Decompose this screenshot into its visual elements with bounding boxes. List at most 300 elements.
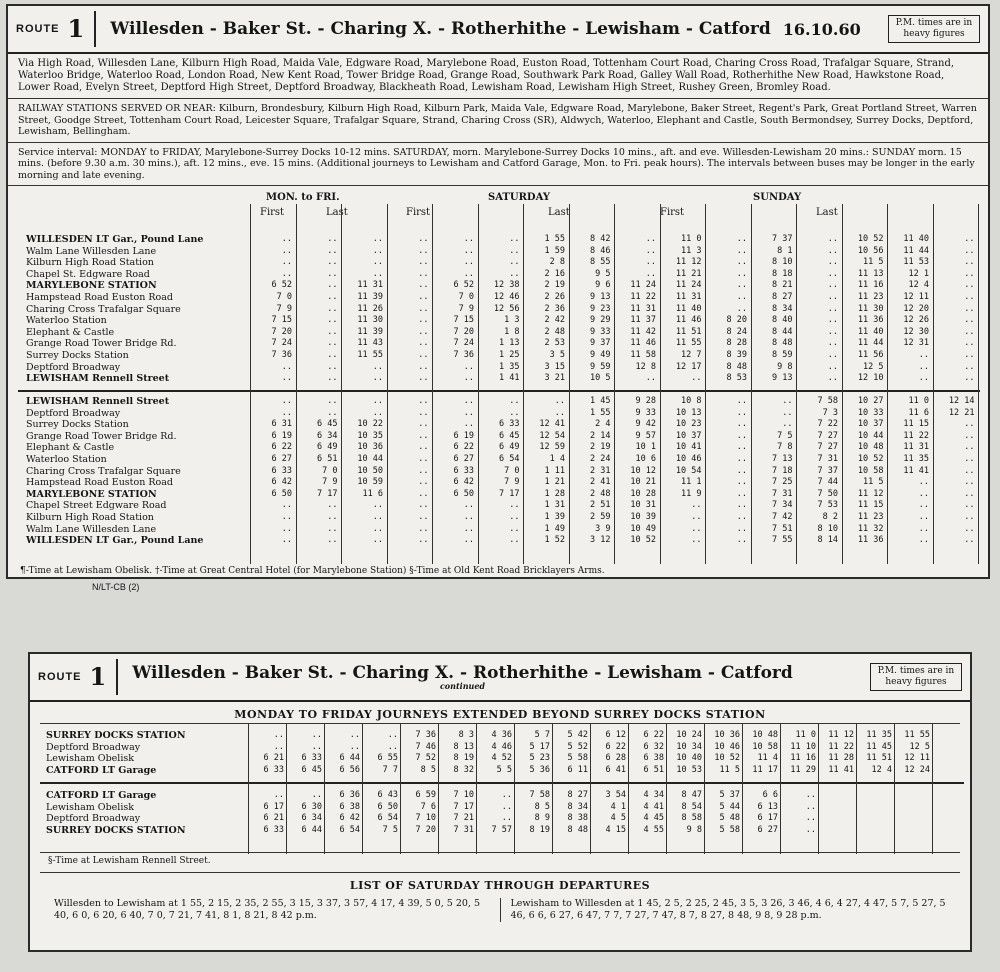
time-cell: 7 7 [382,764,398,775]
time-cell: 2 42 [544,315,565,326]
route-title: Willesden - Baker St. - Charing X. - Rotherhithe - Lewisham - Catford [110,19,771,39]
column-rule [666,724,667,854]
time-cell: 6 27 [453,453,474,464]
time-cell: 8 9 [534,813,550,824]
time-cell: 11 22 [903,430,929,441]
time-cell: .. [964,442,975,453]
time-column [252,396,292,547]
time-cell: 11 42 [630,326,656,337]
time-cell: 10 50 [357,465,383,476]
time-cell: .. [418,361,429,372]
time-cell: 12 30 [903,326,929,337]
time-cell: .. [327,511,338,522]
time-cell: 7 10 [453,790,474,800]
time-cell: .. [645,268,656,279]
time-cell: .. [964,453,975,464]
time-cell: 3 21 [544,373,565,384]
time-column [516,730,550,776]
time-cell: .. [918,349,929,360]
time-cell: 11 29 [790,764,816,775]
time-cell: 10 56 [857,245,884,256]
column-rule [705,204,706,564]
time-cell: .. [463,268,474,279]
time-cell: .. [327,291,338,302]
stop-name: Surrey Docks Station [26,419,129,431]
time-column [252,234,292,385]
time-cell: .. [372,511,383,522]
time-cell: 11 12 [828,730,854,740]
time-cell: 8 5 [420,764,436,775]
column-rule [856,724,857,854]
time-cell: 12 11 [903,291,929,302]
head-last-1: Last [326,207,348,218]
time-cell: .. [964,245,975,256]
time-column [434,234,474,385]
time-cell: .. [691,535,702,546]
time-cell: .. [691,523,702,534]
time-cell: 12 56 [493,303,520,314]
time-cell: .. [691,500,702,511]
time-cell: 8 54 [681,801,702,812]
time-cell: 10 52 [857,234,884,244]
time-cell: 8 27 [567,790,588,800]
time-cell: 4 34 [643,790,664,800]
time-cell: .. [463,373,474,384]
time-column [389,234,429,385]
column-rule [514,724,515,854]
route-date: 16.10.60 [782,19,861,39]
time-column [630,730,664,776]
time-cell: .. [736,407,747,418]
time-cell: 7 17 [453,801,474,812]
time-cell: 6 27 [271,453,292,464]
time-cell: 5 17 [529,741,550,752]
time-cell: 4 41 [643,801,664,812]
time-cell: .. [736,257,747,268]
time-cell: 7 20 [453,326,474,337]
time-cell: .. [387,741,398,752]
time-cell: 4 15 [605,824,626,835]
time-cell: 7 53 [817,500,838,511]
time-cell: .. [645,257,656,268]
time-cell: 7 50 [817,488,838,499]
stop-name: MARYLEBONE STATION [26,280,157,292]
time-cell: 7 9 [276,303,292,314]
time-cell: 6 21 [263,753,284,764]
time-cell: .. [509,234,520,244]
time-cell: .. [281,361,292,372]
time-cell: .. [281,523,292,534]
time-cell: 5 58 [719,824,740,835]
time-cell: 7 42 [772,511,793,522]
time-cell: .. [964,465,975,476]
stop-name: Kilburn High Road Station [26,511,154,523]
time-cell: 12 4 [908,280,929,291]
time-cell: 6 50 [271,488,292,499]
time-column [571,234,611,385]
time-cell: .. [463,535,474,546]
time-cell: 1 31 [544,500,565,511]
time-cell: .. [509,511,520,522]
time-cell: .. [509,396,520,406]
time-cell: 1 3 [504,315,520,326]
time-cell: 10 59 [357,477,383,488]
time-cell: 12 8 [635,361,656,372]
time-cell: 9 37 [590,338,611,349]
time-cell: .. [372,535,383,546]
time-cell: 6 38 [643,753,664,764]
time-column [935,234,975,385]
time-cell: 8 48 [772,338,793,349]
time-cell: 7 58 [817,396,838,406]
time-cell: .. [736,291,747,302]
time-cell: .. [387,730,398,740]
time-cell: 5 44 [719,801,740,812]
time-cell: 8 28 [726,338,747,349]
time-cell: 1 39 [544,511,565,522]
time-cell: 1 21 [544,477,565,488]
time-cell: 7 36 [415,730,436,740]
head-last-3: Last [816,207,838,218]
time-cell: 8 55 [590,257,611,268]
time-cell: 2 4 [595,419,611,430]
time-cell: .. [349,730,360,740]
time-cell: 2 26 [544,291,565,302]
time-column [844,396,884,547]
time-cell: 1 45 [590,396,611,406]
time-column [250,790,284,836]
time-cell: 9 13 [590,291,611,302]
time-cell: .. [645,245,656,256]
column-rule [296,204,297,564]
time-cell: 8 14 [817,535,838,546]
stop-name: CATFORD LT Garage [46,790,157,801]
time-cell: 11 12 [857,488,884,499]
time-cell: .. [736,523,747,534]
time-cell: 6 22 [453,442,474,453]
time-cell: 10 1 [635,442,656,453]
time-cell: .. [805,824,816,835]
time-cell: .. [918,511,929,522]
time-cell: 3 12 [590,535,611,546]
time-cell: 10 49 [630,523,656,534]
time-cell: 7 52 [415,753,436,764]
time-cell: .. [736,268,747,279]
time-cell: 12 5 [863,361,884,372]
time-cell: .. [964,280,975,291]
time-cell: .. [918,500,929,511]
stop-name: Grange Road Tower Bridge Rd. [26,430,177,442]
time-cell: .. [418,511,429,522]
stop-name: CATFORD LT Garage [46,764,157,776]
column-rule [660,204,661,564]
time-cell: .. [273,730,284,740]
time-cell: 11 36 [857,315,884,326]
time-cell: 11 0 [908,396,929,406]
time-cell: 10 23 [675,419,702,430]
lewisham-to-willesden: Lewisham to Willesden at 1 45, 2 5, 2 25, 2 45, 3 5, 3 26, 3 46, 4 6, 4 27, 4 47, 5 7, 5 27, 5 46, 6 6, 6 27, 6 47, 7 7, 7 27, 7 47, 8 7, 8 27, 8 48, 9 8, 9 28 p.m. [500,898,957,922]
time-cell: 8 53 [726,373,747,384]
column-rule [478,204,479,564]
time-cell: .. [372,245,383,256]
time-cell: .. [782,407,793,418]
column-rule [742,724,743,854]
time-cell: 6 55 [377,753,398,764]
time-cell: .. [463,500,474,511]
time-cell: 1 11 [544,465,565,476]
time-cell: 11 16 [857,280,884,291]
time-column [616,234,656,385]
time-cell: .. [964,338,975,349]
time-cell: 11 28 [828,753,854,764]
time-cell: .. [827,257,838,268]
time-cell: .. [418,430,429,441]
time-cell: 1 59 [544,245,565,256]
time-cell: .. [964,315,975,326]
time-cell: 7 9 [504,477,520,488]
time-cell: .. [509,500,520,511]
time-column [478,730,512,776]
time-cell: 8 32 [453,764,474,775]
time-column [525,396,565,547]
time-cell: 7 8 [777,442,793,453]
time-cell: 11 39 [357,326,383,337]
time-cell: 6 51 [643,764,664,775]
time-column [554,790,588,836]
time-cell: 12 17 [675,361,702,372]
time-cell: .. [463,234,474,244]
time-cell: 8 44 [772,326,793,337]
time-cell: 8 47 [681,790,702,800]
time-cell: 2 59 [590,511,611,522]
time-cell: 11 5 [863,257,884,268]
time-cell: 7 9 [458,303,474,314]
time-cell: 5 37 [719,790,740,800]
time-column [753,396,793,547]
column-rule [628,724,629,854]
card2-header [30,654,970,702]
time-cell: 6 42 [271,477,292,488]
time-cell: 7 55 [772,535,793,546]
time-cell: 7 37 [772,234,793,244]
stop-name: Waterloo Station [26,315,107,327]
time-cell: 6 54 [499,453,520,464]
time-column [630,790,664,836]
time-cell: .. [918,477,929,488]
time-column [288,730,322,776]
time-cell: 11 44 [857,338,884,349]
time-cell: .. [964,349,975,360]
time-cell: 12 38 [493,280,520,291]
time-cell: .. [827,245,838,256]
time-cell: .. [509,523,520,534]
time-cell: 5 42 [567,730,588,740]
time-cell: .. [372,373,383,384]
time-column [480,396,520,547]
time-column [662,234,702,385]
time-cell: 6 45 [301,764,322,775]
time-cell: 11 24 [630,280,656,291]
time-column [364,730,398,776]
time-cell: .. [645,373,656,384]
time-cell: .. [281,511,292,522]
time-cell: 11 13 [857,268,884,279]
time-cell: .. [372,407,383,418]
time-cell: .. [691,511,702,522]
time-cell: 11 22 [630,291,656,302]
time-cell: .. [418,291,429,302]
time-cell: 11 30 [357,315,383,326]
time-column [434,396,474,547]
time-cell: .. [463,407,474,418]
time-cell: 11 40 [675,303,702,314]
time-cell: 9 57 [635,430,656,441]
time-cell: 12 20 [903,303,929,314]
time-column [616,396,656,547]
extended-footnote: §-Time at Lewisham Rennell Street. [48,856,211,866]
time-column [668,730,702,776]
time-cell: 7 31 [772,488,793,499]
time-cell: 12 21 [948,407,975,418]
time-column [592,730,626,776]
time-cell: .. [281,373,292,384]
time-column [364,790,398,836]
time-cell: .. [311,741,322,752]
time-cell: 6 27 [757,824,778,835]
time-cell: 11 43 [357,338,383,349]
time-cell: 8 10 [772,257,793,268]
time-cell: 11 9 [681,488,702,499]
column-rule [569,204,570,564]
time-cell: 2 14 [590,430,611,441]
time-cell: .. [964,303,975,314]
time-cell: 11 22 [828,741,854,752]
time-cell: 4 52 [491,753,512,764]
stop-name: Kilburn High Road Station [26,257,154,269]
time-cell: 7 31 [453,824,474,835]
column-rule [614,204,615,564]
time-cell: 10 27 [857,396,884,406]
time-cell: .. [736,234,747,244]
head-first-2: First [406,207,431,218]
time-column [592,790,626,836]
time-cell: 9 6 [595,280,611,291]
column-rule [250,204,251,564]
card1-header [8,6,988,54]
time-cell: .. [281,396,292,406]
time-cell: .. [736,488,747,499]
time-cell: 12 26 [903,315,929,326]
time-cell: .. [736,280,747,291]
time-cell: .. [805,801,816,812]
time-cell: 10 33 [857,407,884,418]
time-cell: 10 48 [752,730,778,740]
time-cell: 11 6 [908,407,929,418]
time-cell: 9 23 [590,303,611,314]
stop-name: Deptford Broadway [26,361,121,373]
time-cell: .. [964,430,975,441]
time-cell: 6 17 [757,813,778,824]
time-cell: 7 0 [458,291,474,302]
column-rule [590,724,591,854]
time-cell: .. [463,396,474,406]
time-cell: .. [736,500,747,511]
time-cell: 7 31 [817,453,838,464]
time-column [326,790,360,836]
time-cell: .. [964,257,975,268]
time-cell: 4 45 [643,813,664,824]
via-roads: Via High Road, Willesden Lane, Kilburn High Road, Maida Vale, Edgware Road, Marylebone Road, Euston Road, Tottenham Court Road, Charing Cross Road, Trafalgar Square, Strand, Waterloo Bridge, Waterloo Road, London Road, New Kent Road, Tower Bridge Road, Grange Road, Southwark Park Road, Galley Wall Road, Rotherhithe New Road, Hawkstone Road, Lower Road, Evelyn Street, Deptford High Street, Deptford Broadway, Blackheath Road, Lewisham Road, Lewisham High Street, Rushey Green, Bromley Road. [8,54,988,99]
head-sunday: SUNDAY [753,192,802,203]
route-number: 1 [68,11,97,47]
time-cell: .. [782,396,793,406]
time-cell: 1 8 [504,326,520,337]
time-cell: 10 31 [630,500,656,511]
time-cell: 1 49 [544,523,565,534]
time-cell: 1 4 [549,453,565,464]
time-cell: 10 54 [675,465,702,476]
time-cell: 7 24 [271,338,292,349]
time-cell: .. [736,535,747,546]
column-rule [523,204,524,564]
time-cell: 12 41 [539,419,565,430]
column-rule [932,724,933,854]
time-cell: 6 28 [605,753,626,764]
time-cell: 2 24 [590,453,611,464]
time-cell: .. [327,245,338,256]
time-cell: 10 53 [676,764,702,775]
time-cell: .. [418,373,429,384]
time-cell: 6 50 [453,488,474,499]
time-cell: .. [281,257,292,268]
stop-name: Charing Cross Trafalgar Square [26,303,181,315]
time-cell: .. [418,453,429,464]
time-cell: .. [418,349,429,360]
time-cell: 2 19 [590,442,611,453]
time-cell: 8 19 [529,824,550,835]
time-cell: .. [827,326,838,337]
time-cell: 6 49 [499,442,520,453]
time-cell: 11 45 [866,741,892,752]
time-cell: .. [554,407,565,418]
time-cell: .. [964,234,975,244]
time-cell: 10 58 [857,465,884,476]
time-cell: 12 4 [871,764,892,775]
time-cell: 10 36 [357,442,383,453]
time-cell: .. [418,303,429,314]
extended-grid [40,723,960,853]
time-cell: .. [418,245,429,256]
time-cell: .. [463,419,474,430]
time-cell: .. [281,535,292,546]
time-cell: 11 31 [357,280,383,291]
time-cell: .. [281,245,292,256]
time-cell: 11 44 [903,245,929,256]
time-cell: 11 3 [681,245,702,256]
time-cell: 10 52 [714,753,740,764]
time-cell: 7 17 [317,488,338,499]
time-cell: .. [327,315,338,326]
time-cell: .. [827,234,838,244]
route-number: 1 [90,659,119,695]
time-cell: 12 7 [681,349,702,360]
time-cell: 1 41 [499,373,520,384]
column-rule [400,724,401,854]
time-cell: .. [827,338,838,349]
time-column [706,730,740,776]
time-cell: 7 27 [817,442,838,453]
time-cell: .. [509,535,520,546]
